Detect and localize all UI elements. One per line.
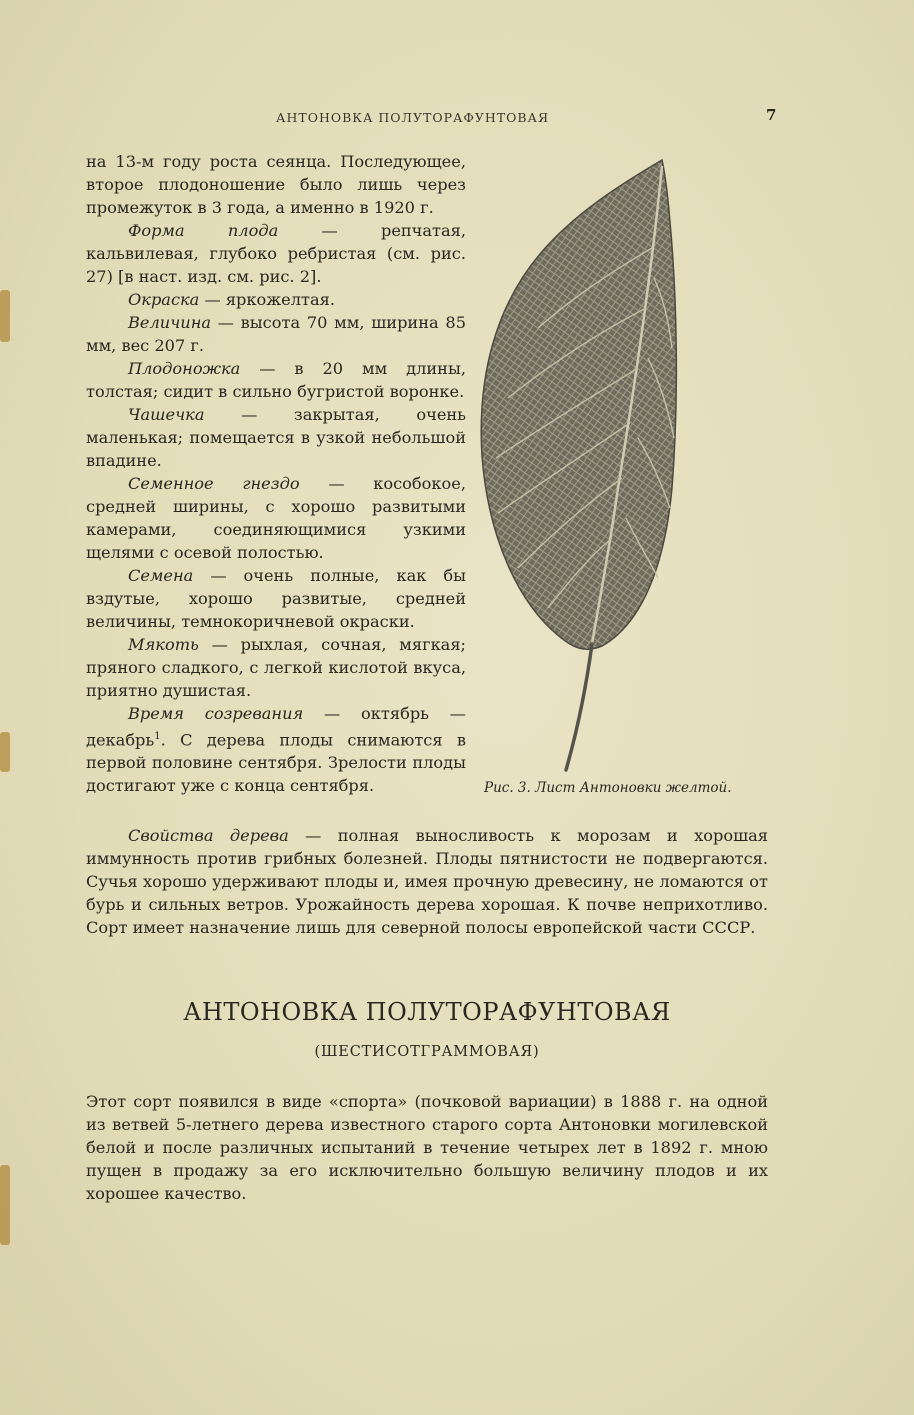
paragraph-text: — очень полные, как бы вздутые, хорошо развитые, средней величины, темнокоричневой окраски. [86, 566, 466, 631]
text-column [86, 150, 466, 797]
term-fruit-shape: Форма плода [128, 221, 279, 240]
term-tree-properties: Свойства дерева [128, 826, 289, 845]
paragraph [86, 1090, 768, 1205]
section-subtitle: (ШЕСТИСОТГРАММОВАЯ) [314, 1044, 540, 1060]
leaf-stalk [566, 644, 592, 770]
paragraph-seed-nest [86, 472, 466, 564]
section-body [86, 1074, 768, 1221]
term-seed-nest: Семенное гнездо [128, 474, 300, 493]
paragraph-text: — высота 70 мм, ширина 85 мм, вес 207 г. [86, 313, 466, 355]
paragraph-flesh [86, 633, 466, 702]
term-seeds: Семена [128, 566, 194, 585]
term-ripening: Время созревания [128, 704, 304, 723]
term-flesh: Мякоть [128, 635, 199, 654]
paragraph-text: — закрытая, очень маленькая; помещается в узкой небольшой впадине. [86, 405, 466, 470]
paragraph-text: — полная выносливость к морозам и хорошая иммунность против грибных болезней. Плоды пятнистости не подвергаются. Сучья хорошо удерживают плоды и, имея прочную древесину, не ломаются от бурь и сильных ветров. Урожайность дерева хорошая. К почве неприхотливо. Сорт имеет назначение лишь для северной полосы европейской части СССР. [86, 826, 769, 937]
paragraph-text: — октябрь — декабрь [86, 704, 466, 750]
term-calyx: Чашечка [128, 405, 205, 424]
paragraph-text: на 13-м году роста сеянца. Последующее, второе плодоношение было лишь через промежуток в 3 года, а именно в 1920 г. [86, 152, 466, 217]
paragraph-text: — яркожелтая. [199, 290, 335, 309]
paragraph-tree-properties [86, 824, 768, 939]
paragraph-fruit-shape [86, 219, 466, 288]
figure-caption: Рис. 3. Лист Антоновки желтой. [484, 780, 732, 796]
paragraph-color [86, 288, 466, 311]
term-color: Окраска [128, 290, 200, 309]
page-edge-stain [0, 290, 10, 342]
paragraph-text: — кособокое, средней ширины, с хорошо развитыми камерами, соединяющимися узкими щелями с осевой полостью. [86, 474, 466, 562]
term-size: Величина [128, 313, 212, 332]
term-stalk: Плодоножка [128, 359, 241, 378]
paragraph-text: . С дерева плоды снимаются в первой половине сентября. Зрелости плоды достигают уже с конца сентября. [86, 730, 466, 796]
page-number: 7 [766, 106, 777, 124]
paragraph-text: — в 20 мм длины, толстая; сидит в сильно бугристой воронке. [86, 359, 466, 401]
paragraph-text: — рыхлая, сочная, мягкая; пряного сладкого, с легкой кислотой вкуса, приятно душистая. [86, 635, 466, 700]
paragraph-text: Этот сорт появился в виде «спорта» (почковой вариации) в 1888 г. на одной из ветвей 5-летнего дерева известного старого сорта Антоновки могилевской белой и после различных испытаний в течение четырех лет в 1892 г. мною пущен в продажу за его исключительно большую величину плодов и их хорошее качество. [86, 1092, 768, 1204]
paragraph [86, 150, 466, 219]
paragraph-text: — репчатая, кальвилевая, глубоко ребристая (см. рис. 27) [в наст. изд. см. рис. 2]. [86, 221, 467, 286]
tree-properties-block [86, 824, 768, 939]
leaf-figure [478, 158, 678, 773]
paragraph-seeds [86, 564, 466, 633]
page-edge-stain [0, 732, 10, 772]
paragraph-calyx [86, 403, 466, 472]
section-title: АНТОНОВКА ПОЛУТОРАФУНТОВАЯ [183, 998, 671, 1026]
paragraph-ripening [86, 702, 466, 797]
paragraph-stalk [86, 357, 466, 403]
paragraph-size [86, 311, 466, 357]
footnote-mark: 1 [154, 731, 161, 742]
page-edge-stain [0, 1165, 10, 1245]
running-head: АНТОНОВКА ПОЛУТОРАФУНТОВАЯ [276, 110, 550, 125]
